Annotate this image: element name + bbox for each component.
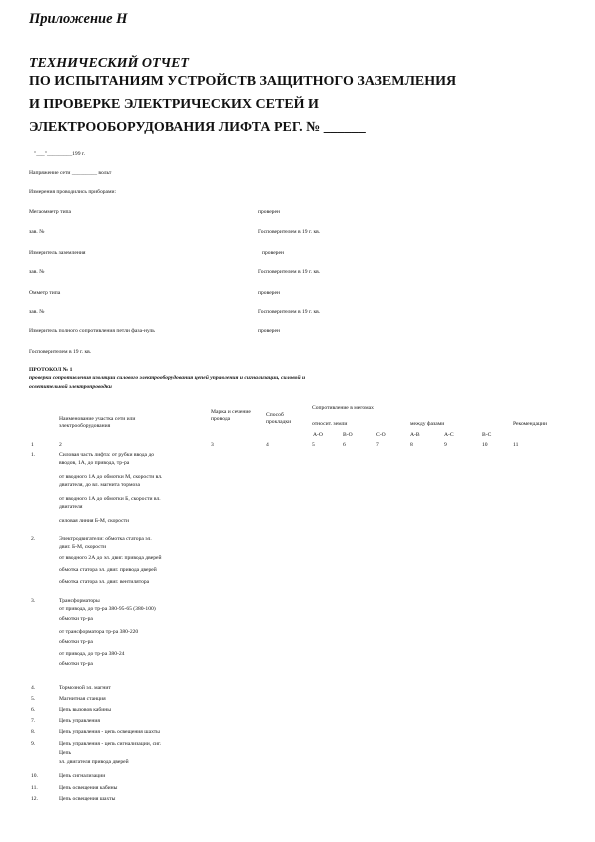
- protocol-label: ПРОТОКОЛ № 1: [29, 367, 73, 373]
- row-description: обмотки тр-ра: [59, 639, 93, 645]
- column-number: 7: [376, 442, 379, 448]
- row-description: Силовая часть лифта: от рубки ввода до: [59, 452, 155, 458]
- verification-line: Госповерителем в 19 г. кв.: [29, 349, 92, 355]
- instrument-label: зав. №: [29, 309, 45, 315]
- instrument-status: Госповерителем в 19 г. кв.: [258, 229, 321, 235]
- instrument-status: проверен: [258, 328, 280, 334]
- row-number: 10.: [31, 773, 38, 779]
- column-number: 9: [444, 442, 447, 448]
- row-description: от трансформатора тр-ра 380-220: [59, 629, 139, 635]
- row-description: Цепь сигнализации: [59, 773, 106, 779]
- col-header-b-o: В-О: [343, 432, 353, 438]
- title-line-3: И ПРОВЕРКЕ ЭЛЕКТРИЧЕСКИХ СЕТЕЙ И: [29, 97, 319, 112]
- col-header-name: Наименование участка сети или электрооборудования: [59, 416, 136, 429]
- row-description: двигателя, до вл. магнита тормоза: [59, 482, 140, 488]
- row-description: от привода, до тр-ра 380-24: [59, 651, 125, 657]
- row-number: 6.: [31, 707, 36, 713]
- row-number: 5.: [31, 696, 36, 702]
- column-number: 4: [266, 442, 269, 448]
- col-header-c-o: С-О: [376, 432, 386, 438]
- row-description: Трансформаторы: [59, 598, 100, 604]
- row-number: 1.: [31, 452, 36, 458]
- row-description: силовая линия Б-М, скорости: [59, 518, 130, 524]
- col-header-a-b: А-В: [410, 432, 420, 438]
- instrument-label: Измеритель полного сопротивления петли фаза-нуль: [29, 328, 155, 334]
- instrument-status: проверен: [262, 250, 284, 256]
- title-line-1: ТЕХНИЧЕСКИЙ ОТЧЕТ: [29, 56, 189, 71]
- column-number: 1: [31, 442, 34, 448]
- row-number: 9.: [31, 741, 36, 747]
- row-description: Цепь управления - цепь сигнализации, сиг.: [59, 741, 162, 747]
- row-description: обмотка статора эл. двиг. вентилятора: [59, 579, 150, 585]
- row-description: обмотка статора эл. двиг. привода дверей: [59, 567, 157, 573]
- title-line-4: ЭЛЕКТРООБОРУДОВАНИЯ ЛИФТА РЕГ. № ______: [29, 120, 366, 135]
- row-description: двигателя: [59, 504, 83, 510]
- instruments-heading: Измерения проводились приборами:: [29, 189, 117, 195]
- column-number: 6: [343, 442, 346, 448]
- row-number: 7.: [31, 718, 36, 724]
- instrument-label: Омметр типа: [29, 290, 61, 296]
- row-description: Тормозной эл. магнит: [59, 685, 111, 691]
- protocol-description-2: осветительной электропроводки: [29, 384, 112, 390]
- instrument-status: проверен: [258, 209, 280, 215]
- column-number: 10: [482, 442, 488, 448]
- network-voltage: Напряжение сети _________ вольт: [29, 170, 112, 176]
- row-number: 2.: [31, 536, 36, 542]
- report-date: "___"_________199 г.: [34, 151, 85, 157]
- row-number: 8.: [31, 729, 36, 735]
- row-description: Цепь управления - цепь освещения шахты: [59, 729, 160, 735]
- row-description: от привода, до тр-ра 380-95-65 (380-100): [59, 606, 156, 612]
- col-header-a-o: А-О: [313, 432, 323, 438]
- column-number: 8: [410, 442, 413, 448]
- row-description: двиг. Б-М, скорости: [59, 544, 107, 550]
- row-description: Электродвигатели: обмотка статора эл.: [59, 536, 152, 542]
- row-description: Магнитная станция: [59, 696, 106, 702]
- row-number: 4.: [31, 685, 36, 691]
- col-header-method: Способ прокладки: [266, 412, 292, 425]
- instrument-status: Госповерителем в 19 г. кв.: [258, 309, 321, 315]
- row-description: от вводного 1А до обмотки Б, скорости вл.: [59, 496, 161, 502]
- col-header-b-c: В-С: [482, 432, 492, 438]
- protocol-description-1: проверки сопротивления изоляции силового электрооборудования цепей управления и сигнализации, силовой и: [29, 375, 306, 381]
- row-description: от вводного 2А до эл. двиг. привода дверей: [59, 555, 162, 561]
- row-description: обмотки тр-ра: [59, 661, 93, 667]
- instrument-label: Мегаомметр типа: [29, 209, 72, 215]
- column-number: 5: [312, 442, 315, 448]
- col-header-resistance: Сопротивление в мегомах: [312, 405, 374, 411]
- column-number: 3: [211, 442, 214, 448]
- row-description: Цепь освещения шахты: [59, 796, 116, 802]
- row-number: 3.: [31, 598, 36, 604]
- row-number: 11.: [31, 785, 38, 791]
- row-description: Цепь вызовов кабины: [59, 707, 111, 713]
- row-description: Цепь управления: [59, 718, 100, 724]
- instrument-status: Госповерителем в 19 г. кв.: [258, 269, 321, 275]
- instrument-label: зав. №: [29, 229, 45, 235]
- col-header-mark: Марка и сечение провода: [211, 409, 251, 422]
- row-description: Цепь освещения кабины: [59, 785, 118, 791]
- row-number: 12.: [31, 796, 38, 802]
- instrument-status: проверен: [258, 290, 280, 296]
- row-description: вводов, 1А, до привода, тр-ра: [59, 460, 130, 466]
- row-description: Цепь: [59, 750, 72, 756]
- instrument-label: зав. №: [29, 269, 45, 275]
- appendix-label: Приложение Н: [29, 11, 128, 27]
- col-header-between-phases: между фазами: [410, 421, 445, 427]
- row-description: от вводного 1А до обмотки М, скорости вл.: [59, 474, 163, 480]
- row-description: обмотки тр-ра: [59, 616, 93, 622]
- row-description: эл. двигателя привода дверей: [59, 759, 129, 765]
- instrument-label: Измеритель заземления: [29, 250, 86, 256]
- title-line-2: ПО ИСПЫТАНИЯМ УСТРОЙСТВ ЗАЩИТНОГО ЗАЗЕМЛЕНИЯ: [29, 74, 457, 89]
- col-header-rel-ground: относит. земли: [312, 421, 348, 427]
- col-header-a-c: А-С: [444, 432, 454, 438]
- column-number: 2: [59, 442, 62, 448]
- column-number: 11: [513, 442, 519, 448]
- col-header-recommendations: Рекомендации: [513, 421, 547, 427]
